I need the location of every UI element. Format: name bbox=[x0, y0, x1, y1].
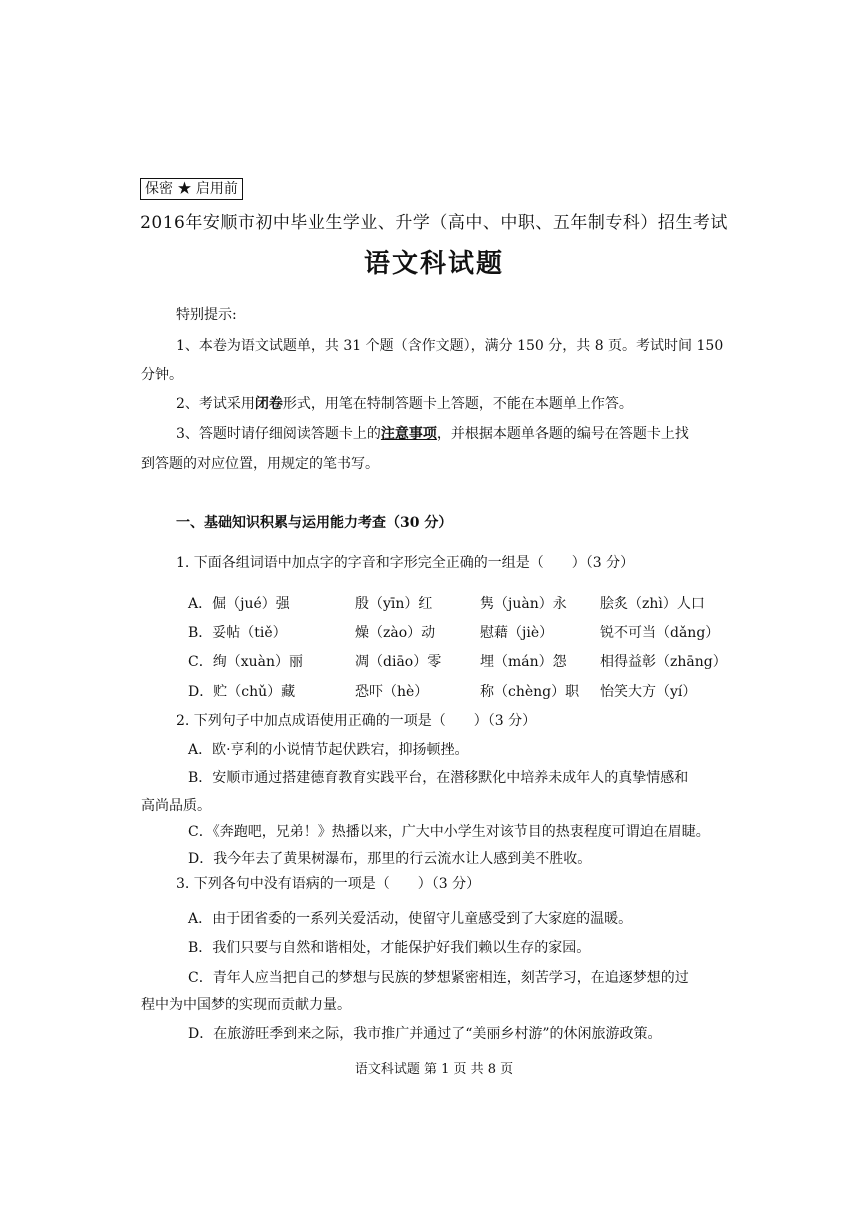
q1-option-cell: 慰藉（jiè） bbox=[480, 625, 554, 641]
q1-option-cell: B．妥帖（tiě） bbox=[188, 625, 287, 641]
section-1-title: 一、基础知识积累与运用能力考查（30 分） bbox=[176, 515, 453, 531]
q1-option-cell: C．绚（xuàn）丽 bbox=[188, 654, 303, 670]
q3-option-c-cont: 程中为中国梦的实现而贡献力量。 bbox=[141, 997, 351, 1013]
q1-option-cell: 怡笑大方（yí） bbox=[600, 684, 697, 700]
notice-item-3-bold: 注意事项 bbox=[380, 426, 437, 442]
notice-item-2-bold: 闭卷 bbox=[254, 396, 283, 412]
q1-option-cell: 脍炙（zhì）人口 bbox=[600, 596, 705, 612]
q3-option-d: D．在旅游旺季到来之际，我市推广并通过了“美丽乡村游”的休闲旅游政策。 bbox=[188, 1026, 662, 1042]
q1-option-cell: 隽（juàn）永 bbox=[480, 596, 567, 612]
notice-item-1-cont: 分钟。 bbox=[141, 367, 183, 383]
q2-option-a: A．欧·亨利的小说情节起伏跌宕，抑扬顿挫。 bbox=[188, 742, 469, 758]
q1-option-cell: 殷（yīn）红 bbox=[355, 596, 433, 612]
q2-option-c: C．《奔跑吧，兄弟！》热播以来，广大中小学生对该节目的热衷程度可谓迫在眉睫。 bbox=[188, 824, 710, 840]
q1-option-cell: 埋（mán）怨 bbox=[480, 654, 567, 670]
notice-item-2 bbox=[176, 395, 633, 413]
confidential-badge: 保密 ★ 启用前 bbox=[140, 178, 243, 200]
q1-option-cell: D．贮（chǔ）藏 bbox=[188, 684, 296, 700]
notice-item-3-post: ，并根据本题单各题的编号在答题卡上找 bbox=[436, 426, 689, 442]
q1-option-cell: 凋（diāo）零 bbox=[355, 654, 442, 670]
exam-title: 2016年安顺市初中毕业生学业、升学（高中、中职、五年制专科）招生考试 bbox=[140, 213, 728, 233]
notice-item-3 bbox=[176, 425, 689, 443]
q2-option-b: B．安顺市通过搭建德育教育实践平台，在潜移默化中培养未成年人的真挚情感和 bbox=[188, 770, 689, 786]
q1-option-cell: A．倔（jué）强 bbox=[188, 596, 290, 612]
notice-heading: 特别提示: bbox=[176, 307, 237, 323]
q1-option-cell: 燥（zào）动 bbox=[355, 625, 436, 641]
page-footer: 语文科试题 第 1 页 共 8 页 bbox=[354, 1062, 514, 1077]
q2-stem: 2. 下列句子中加点成语使用正确的一项是（ ）（3 分） bbox=[176, 713, 537, 729]
subject-title: 语文科试题 bbox=[363, 249, 504, 279]
q2-option-b-cont: 高尚品质。 bbox=[141, 798, 211, 814]
q1-option-cell: 恐吓（hè） bbox=[355, 684, 429, 700]
q3-stem: 3. 下列各句中没有语病的一项是（ ）（3 分） bbox=[176, 876, 481, 892]
notice-item-3-pre: 3、答题时请仔细阅读答题卡上的 bbox=[176, 426, 381, 442]
notice-item-2-pre: 2、考试采用 bbox=[176, 396, 255, 412]
notice-item-2-post: 形式，用笔在特制答题卡上答题，不能在本题单上作答。 bbox=[282, 396, 633, 412]
q2-option-d: D．我今年去了黄果树瀑布，那里的行云流水让人感到美不胜收。 bbox=[188, 851, 592, 867]
q1-option-cell: 相得益彰（zhāng） bbox=[600, 654, 727, 670]
q1-stem: 1. 下面各组词语中加点字的字音和字形完全正确的一组是（ ）（3 分） bbox=[176, 555, 635, 571]
q1-option-cell: 锐不可当（dǎng） bbox=[600, 625, 720, 641]
q3-option-a: A．由于团省委的一系列关爱活动，使留守儿童感受到了大家庭的温暖。 bbox=[188, 911, 633, 927]
notice-item-3-cont: 到答题的对应位置，用规定的笔书写。 bbox=[141, 456, 379, 472]
q3-option-c: C．青年人应当把自己的梦想与民族的梦想紧密相连，刻苦学习，在追逐梦想的过 bbox=[188, 970, 689, 986]
q3-option-b: B．我们只要与自然和谐相处，才能保护好我们赖以生存的家园。 bbox=[188, 940, 591, 956]
q1-option-cell: 称（chèng）职 bbox=[480, 684, 580, 700]
notice-item-1: 1、本卷为语文试题单，共 31 个题（含作文题），满分 150 分，共 8 页。考试时间 150 bbox=[176, 338, 724, 354]
